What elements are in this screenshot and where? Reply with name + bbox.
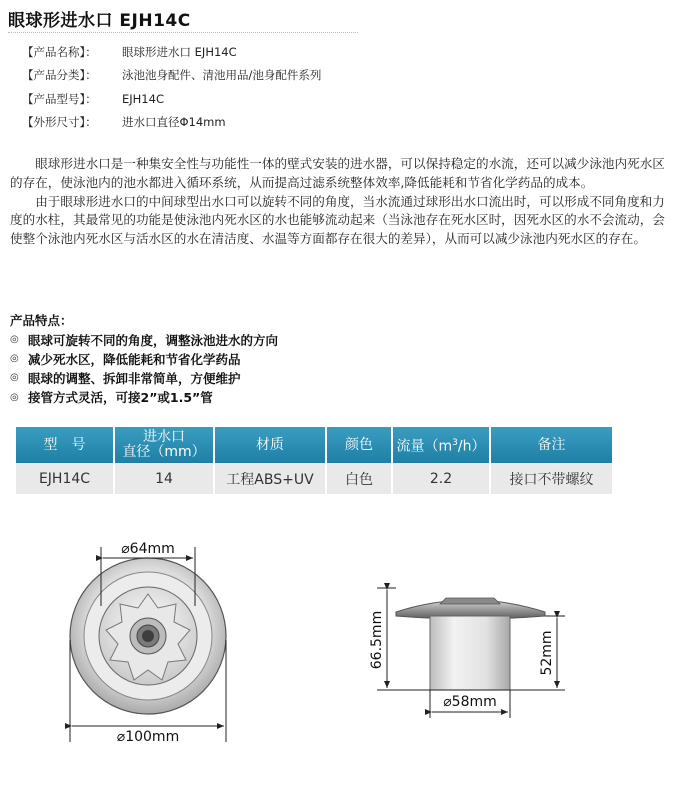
cell-material: 工程ABS+UV [214, 463, 326, 494]
dim-width-label: ⌀58mm [443, 694, 497, 710]
header-model: 型 号 [16, 427, 114, 463]
cell-diameter: 14 [114, 463, 214, 494]
header-flow-prefix: 流量（m [396, 438, 453, 455]
bullet-icon: ◎ [10, 372, 19, 384]
info-key: 【产品分类】： [22, 68, 97, 83]
header-material: 材质 [214, 427, 326, 463]
feature-text: 眼球的调整、拆卸非常简单，方便维护 [28, 370, 241, 386]
header-note: 备注 [490, 427, 612, 463]
dim-bottom-label: ⌀100mm [116, 729, 180, 745]
header-diameter-line1: 进水口 [143, 429, 185, 445]
header-color: 颜色 [326, 427, 392, 463]
header-flow-suffix: /h） [457, 438, 486, 455]
info-value: 进水口直径Φ14mm [122, 115, 226, 130]
cell-color: 白色 [326, 463, 392, 494]
info-value: EJH14C [122, 91, 164, 106]
info-key: 【产品型号】： [22, 91, 97, 106]
dim-body-label: 52mm [539, 630, 555, 676]
info-key: 【产品名称】： [22, 44, 97, 59]
feature-text: 减少死水区，降低能耗和节省化学药品 [28, 351, 241, 367]
description-paragraph: 眼球形进水口是一种集安全性与功能性一体的壁式安装的进水器，可以保持稳定的水流，还可以减少泳池内死水区的存在，使泳池内的池水都进入循环系统，从而提高过滤系统整体效率,降低能耗和节省化学药品的成本。 [10, 156, 665, 190]
cell-model: EJH14C [16, 463, 114, 494]
bullet-icon: ◎ [10, 353, 19, 365]
feature-text: 接管方式灵活，可接2”或1.5”管 [28, 390, 213, 406]
side-view [369, 588, 565, 718]
page-title: 眼球形进水口 EJH14C [8, 11, 191, 31]
header-flow-sup: 3 [452, 437, 458, 448]
bullet-icon: ◎ [10, 334, 19, 346]
info-key: 【外形尺寸】： [22, 115, 97, 130]
features-title: 产品特点： [10, 313, 73, 328]
info-value: 眼球形进水口 EJH14C [122, 44, 237, 59]
cell-flow: 2.2 [392, 463, 490, 494]
cell-note: 接口不带螺纹 [490, 463, 612, 494]
feature-text: 眼球可旋转不同的角度，调整泳池进水的方向 [28, 332, 279, 348]
dim-top-label: ⌀64mm [121, 541, 175, 557]
side-eyeball-top [440, 598, 500, 604]
dim-height-label: 66.5mm [369, 610, 385, 670]
front-view [70, 541, 226, 745]
nozzle-core [142, 630, 154, 642]
side-body [430, 616, 510, 690]
header-diameter-line2: 直径（mm） [122, 444, 206, 460]
description-paragraph: 由于眼球形进水口的中间球型出水口可以旋转不同的角度，当水流通过球形出水口流出时，可以形成不同角度和力度的水柱，其最常见的功能是使泳池内死水区的水也能够流动起来（当泳池存在死水区时，因死水区的水不会流动，会使整个泳池内死水区与活水区的水在清洁度、水温等方面都存在很大的差异），从而可以减少泳池内死水区的存在。 [10, 193, 665, 247]
bullet-icon: ◎ [10, 391, 19, 403]
info-value: 泳池池身配件、清池用品/池身配件系列 [122, 68, 322, 83]
